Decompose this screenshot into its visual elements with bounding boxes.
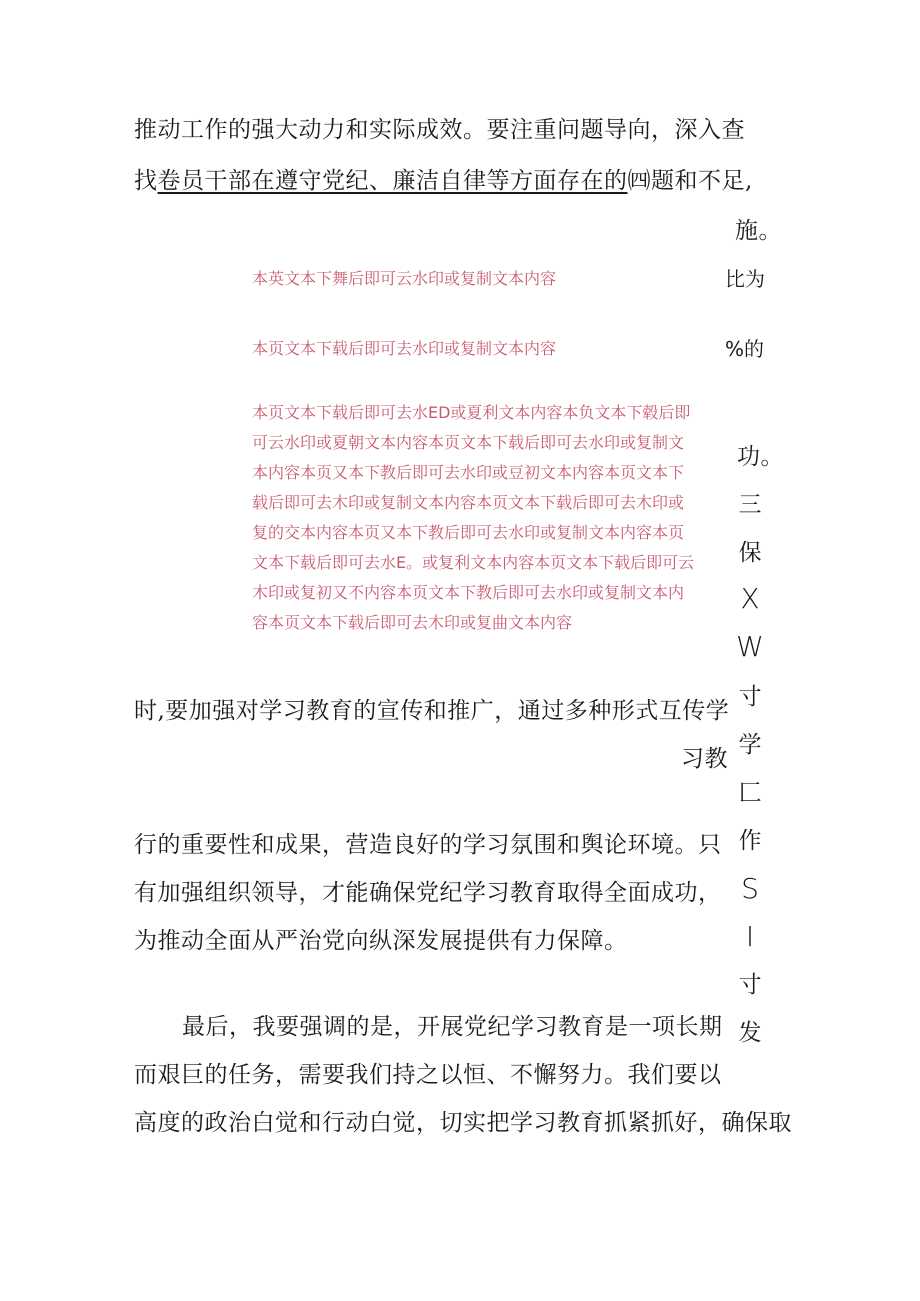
watermark-block-line: 载后即可去木印或复制文本内容本页文本下载后即可去木印或 bbox=[252, 493, 685, 512]
body-line-5: 习教 bbox=[681, 746, 728, 772]
body-line-4: 时,要加强对学习教育的宣传和推广，通过多种形式互传学 bbox=[134, 698, 730, 724]
vertical-char: 学 bbox=[738, 732, 762, 758]
vertical-char: 发 bbox=[738, 1020, 762, 1046]
watermark-block-line: 容本页文本下载后即可去木印或复曲文本内容 bbox=[252, 613, 573, 632]
watermark-block-line: 本内容本页又本下教后即可去水印或豆初文本内容本页文本下 bbox=[252, 463, 685, 482]
watermark-line-2: 本页文本下载后即可去水印或复制文本内容 bbox=[252, 339, 557, 358]
line-2-prefix: 找 bbox=[134, 168, 158, 194]
vertical-char: 保 bbox=[738, 540, 762, 566]
watermark-block bbox=[252, 398, 730, 638]
vertical-char: 匚 bbox=[738, 780, 762, 806]
body-line-2 bbox=[134, 166, 753, 196]
side-fragment-2: %的 bbox=[725, 337, 765, 361]
body-line-3: 施。 bbox=[735, 218, 782, 244]
side-fragment-1: 比为 bbox=[725, 267, 765, 291]
vertical-char: S bbox=[741, 872, 759, 905]
vertical-char: 寸 bbox=[738, 972, 762, 998]
vertical-char: 寸 bbox=[738, 684, 762, 710]
vertical-char: W bbox=[736, 630, 764, 663]
body-line-9: 最后，我要强调的是，开展党纪学习教育是一项长期 bbox=[182, 1014, 723, 1040]
watermark-line-1: 本英文本下舞后即可云水印或复制文本内容 bbox=[252, 269, 557, 288]
side-fragment-3: 功。 bbox=[737, 444, 784, 470]
vertical-char: X bbox=[740, 582, 760, 615]
body-line-8: 为推动全面从严治党向纵深发展提供有力保障。 bbox=[134, 928, 628, 954]
watermark-block-line: 文本下载后即可去水E。或复利文本内容本页文本下载后即可云 bbox=[252, 553, 695, 572]
vertical-char: I bbox=[745, 920, 755, 953]
body-line-10: 而艰巨的任务，需要我们持之以恒、不懈努力。我们要以 bbox=[134, 1062, 722, 1088]
body-line-7: 有加强组织领导，才能确保党纪学习教育取得全面成功， bbox=[134, 880, 722, 906]
watermark-block-line: 木印或复初又不内容本页文本下教后即可去水印或复制文本内 bbox=[252, 583, 685, 602]
underlined-phrase: 卷员干部在遵守党纪、廉洁自律等方面存在的 bbox=[157, 168, 628, 194]
line-2-suffix: ㈣题和不足, bbox=[627, 168, 753, 194]
watermark-block-line: 本页文本下载后即可去水ED或夏利文本内容本负文本下毂后即 bbox=[252, 403, 691, 422]
watermark-block-line: 复的交本内容本页又本下教后即可去水印或复制文本内容本页 bbox=[252, 523, 685, 542]
body-line-6: 行的重要性和成果，营造良好的学习氛围和舆论环境。只 bbox=[134, 832, 722, 858]
body-line-1: 推动工作的强大动力和实际成效。要注重问题导向，深入查 bbox=[134, 117, 745, 143]
body-line-11: 高度的政治白觉和行动白觉，切实把学习教育抓紧抓好，确保取 bbox=[134, 1110, 792, 1136]
watermark-block-line: 可云水印或夏朝文本内容本页文本下载后即可去水印或复制文 bbox=[252, 433, 685, 452]
vertical-char: 三 bbox=[738, 492, 762, 518]
vertical-char: 作 bbox=[738, 828, 762, 854]
